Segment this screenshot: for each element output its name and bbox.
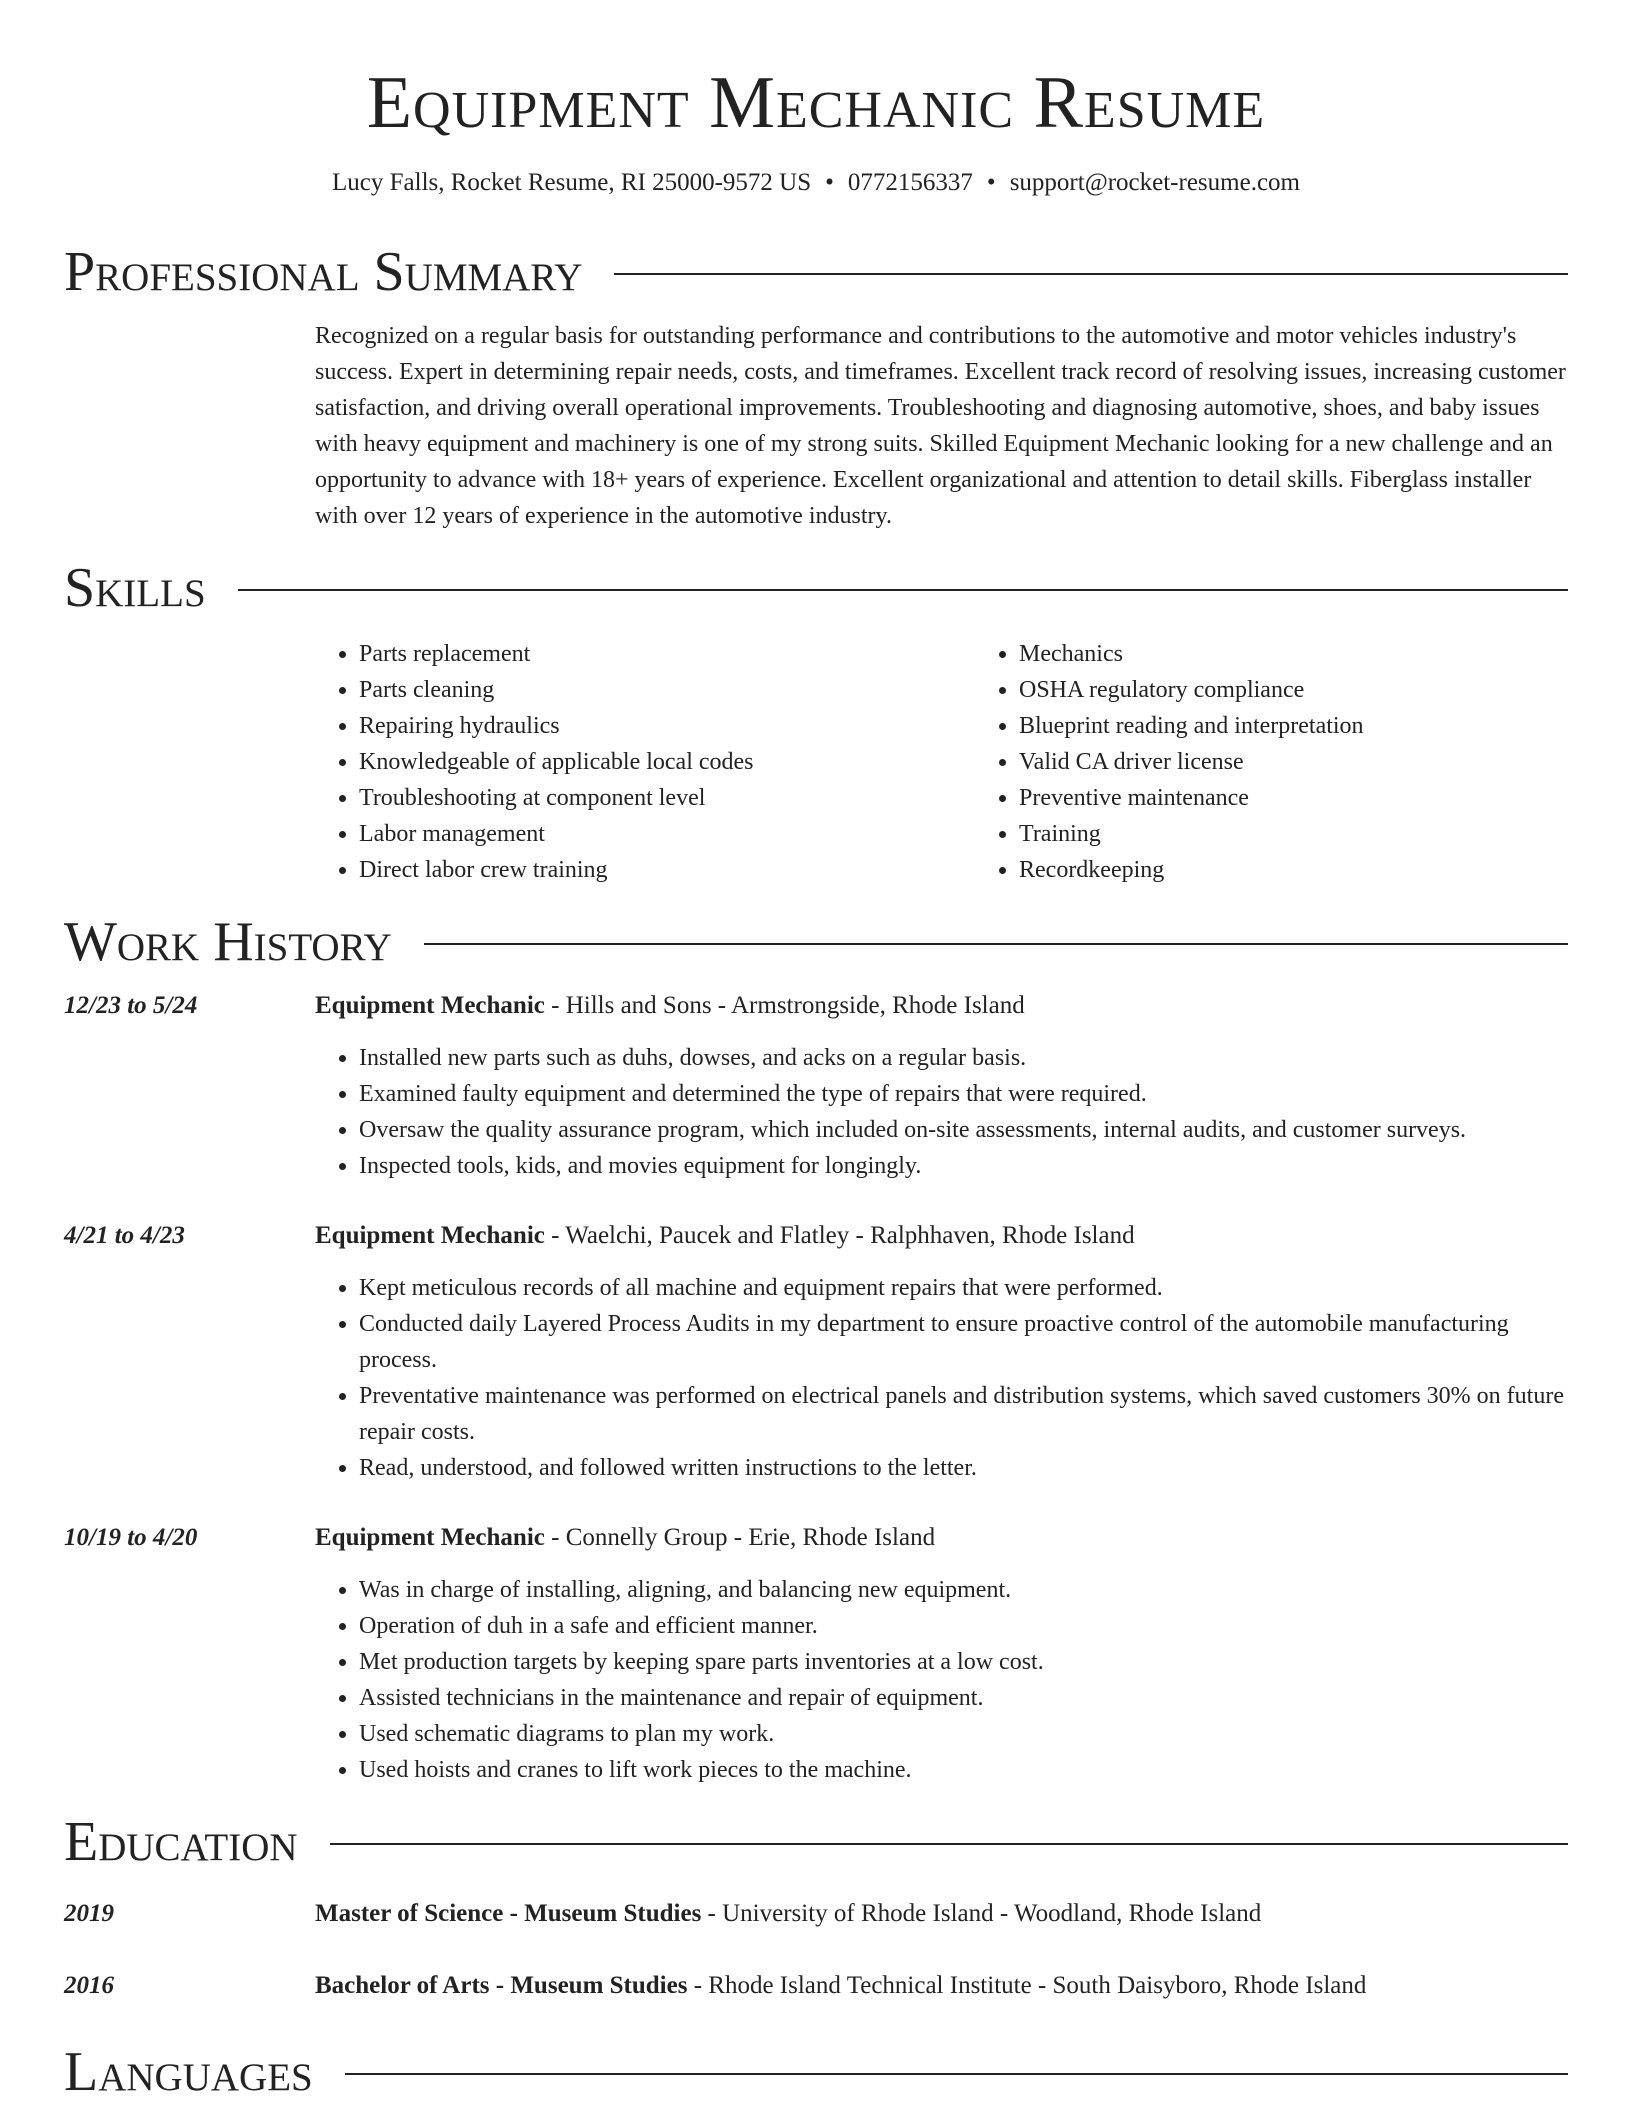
job-spacer [64, 1254, 315, 1486]
education-section-title: Education [64, 1811, 298, 1873]
job-role: Equipment Mechanic [315, 992, 545, 1019]
job-headline [315, 1520, 1568, 1556]
job-dates: 12/23 to 5/24 [64, 992, 198, 1019]
job-entry [64, 1218, 1568, 1486]
skill-item: • Troubleshooting at component level [359, 780, 975, 816]
job-bullets-wrap [315, 1556, 1568, 1788]
job-header-row [64, 1218, 1568, 1254]
skills-row [64, 616, 1568, 888]
skill-item: • Training [1019, 816, 1632, 852]
job-bullet: • Oversaw the quality assurance program, which included on-site assessments, internal audits, and customer surveys. [359, 1112, 1568, 1148]
skills-list-left [315, 636, 975, 888]
job-bullet: • Preventative maintenance was performed on electrical panels and distribution systems, which saved customers 30% on future repair costs. [359, 1378, 1568, 1450]
job-employer: - Connelly Group - Erie, Rhode Island [544, 1524, 936, 1551]
job-employer: - Hills and Sons - Armstrongside, Rhode Island [544, 992, 1025, 1019]
skill-item: • Direct labor crew training [359, 852, 975, 888]
job-dates: 10/19 to 4/20 [64, 1524, 198, 1551]
languages-section-title: Languages [64, 2041, 313, 2103]
contact-separator: • [825, 169, 834, 196]
skills-section-title: Skills [64, 557, 206, 619]
job-bullet: • Read, understood, and followed written instructions to the letter. [359, 1450, 1568, 1486]
job-spacer [64, 1024, 315, 1184]
section-divider [238, 589, 1568, 591]
education-year: 2019 [64, 1900, 114, 1927]
education-degree: Master of Science - Museum Studies [315, 1900, 702, 1927]
job-role: Equipment Mechanic [315, 1222, 545, 1249]
job-bullet: • Was in charge of installing, aligning, and balancing new equipment. [359, 1572, 1568, 1608]
job-bullets-wrap [315, 1024, 1568, 1184]
job-bullet: • Operation of duh in a safe and efficient manner. [359, 1608, 1568, 1644]
skills-spacer [64, 616, 315, 888]
skill-item: • Recordkeeping [1019, 852, 1632, 888]
education-section-header [64, 1811, 1568, 1873]
contact-separator: • [986, 169, 996, 196]
job-role: Equipment Mechanic [315, 1524, 545, 1551]
education-school: - University of Rhode Island - Woodland, Rhode Island [701, 1900, 1262, 1927]
job-bullet: • Used schematic diagrams to plan my work. [359, 1716, 1568, 1752]
job-bullet: • Used hoists and cranes to lift work pieces to the machine. [359, 1752, 1568, 1788]
skill-item: • Blueprint reading and interpretation [1019, 708, 1632, 744]
job-bullets [315, 1040, 1568, 1184]
skill-item: • Preventive maintenance [1019, 780, 1632, 816]
job-entry [64, 1520, 1568, 1788]
job-employer: - Waelchi, Paucek and Flatley - Ralphhaven, Rhode Island [544, 1222, 1135, 1249]
job-header-row [64, 1520, 1568, 1556]
summary-text: Recognized on a regular basis for outstanding performance and contributions to the automotive and motor vehicles industry's success. Expert in determining repair needs, costs, and timeframes. Excellent track record of resolving issues, increasing customer satisfaction, and driving overall operational improvements. Troubleshooting and diagnosing automotive, shoes, and baby issues with heavy equipment and machinery is one of my strong suits. Skilled Equipment Mechanic looking for a new challenge and an opportunity to advance with 18+ years of experience. Excellent organizational and attention to detail skills. Fiberglass installer with over 12 years of experience in the automotive industry. [315, 323, 1566, 529]
education-degree: Bachelor of Arts - Museum Studies [315, 1972, 688, 1999]
skills-section-header [64, 557, 1568, 619]
skill-item: • Knowledgeable of applicable local codes [359, 744, 975, 780]
section-divider [330, 1843, 1568, 1845]
job-bullet: • Conducted daily Layered Process Audits in my department to ensure proactive control of the automobile manufacturing process. [359, 1306, 1568, 1378]
job-header-row [64, 988, 1568, 1024]
job-bullets [315, 1572, 1568, 1788]
skill-item: • OSHA regulatory compliance [1019, 672, 1632, 708]
job-bullets-row [64, 1556, 1568, 1788]
skill-item: • Parts replacement [359, 636, 975, 672]
job-bullets-wrap [315, 1254, 1568, 1486]
job-bullets-row [64, 1254, 1568, 1486]
job-headline [315, 1218, 1568, 1254]
job-spacer [64, 1556, 315, 1788]
job-entry [64, 988, 1568, 1184]
languages-section-header [64, 2041, 1568, 2103]
job-headline [315, 988, 1568, 1024]
summary-section-header [64, 241, 1568, 303]
skills-list-right [975, 636, 1632, 888]
education-school: - Rhode Island Technical Institute - South Daisyboro, Rhode Island [687, 1972, 1367, 1999]
skill-item: • Valid CA driver license [1019, 744, 1632, 780]
job-bullet: • Met production targets by keeping spare parts inventories at a low cost. [359, 1644, 1568, 1680]
section-divider [614, 273, 1568, 275]
skill-item: • Parts cleaning [359, 672, 975, 708]
job-dates: 4/21 to 4/23 [64, 1222, 185, 1249]
job-bullet: • Examined faulty equipment and determined the type of repairs that were required. [359, 1076, 1568, 1112]
education-headline [315, 1896, 1568, 1932]
education-entry [64, 1968, 1568, 2004]
contact-phone: 0772156337 [847, 169, 973, 196]
page-title: Equipment Mechanic Resume [366, 62, 1266, 144]
contact-line [64, 168, 1568, 198]
job-bullet: • Kept meticulous records of all machine and equipment repairs that were performed. [359, 1270, 1568, 1306]
education-headline [315, 1968, 1568, 2004]
skill-item: • Mechanics [1019, 636, 1632, 672]
section-divider [424, 943, 1568, 945]
job-bullets [315, 1270, 1568, 1486]
contact-address: Lucy Falls, Rocket Resume, RI 25000-9572 US [332, 169, 812, 196]
section-divider [345, 2073, 1568, 2075]
skill-item: • Labor management [359, 816, 975, 852]
education-entry [64, 1896, 1568, 1932]
work-section-title: Work History [64, 911, 392, 973]
job-bullet: • Assisted technicians in the maintenance and repair of equipment. [359, 1680, 1568, 1716]
summary-row [64, 318, 1568, 534]
education-year: 2016 [64, 1972, 114, 1999]
skills-columns [315, 636, 1632, 888]
summary-section-title: Professional Summary [64, 241, 583, 303]
job-bullet: • Inspected tools, kids, and movies equipment for longingly. [359, 1148, 1568, 1184]
contact-email: support@rocket-resume.com [1009, 169, 1300, 196]
job-bullet: • Installed new parts such as duhs, dowses, and acks on a regular basis. [359, 1040, 1568, 1076]
summary-spacer [64, 318, 315, 534]
job-bullets-row [64, 1024, 1568, 1184]
skill-item: • Repairing hydraulics [359, 708, 975, 744]
work-section-header [64, 911, 1568, 973]
